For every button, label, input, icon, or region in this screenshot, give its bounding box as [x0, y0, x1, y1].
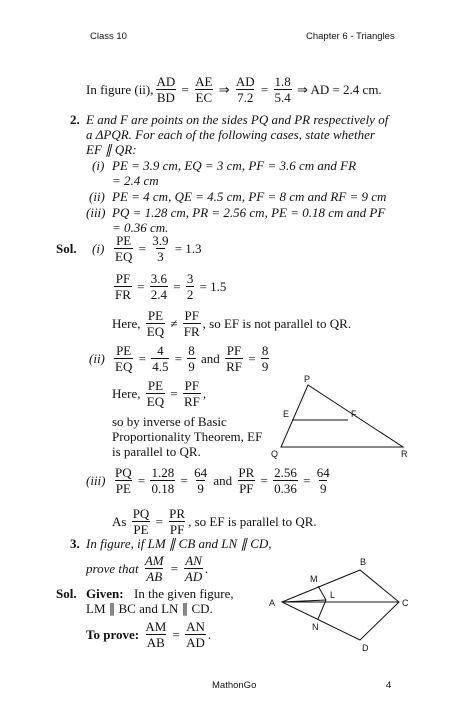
den: AB: [146, 568, 163, 584]
label-c: C: [402, 598, 409, 608]
den: 9: [188, 358, 195, 374]
case-label: (iii): [86, 205, 106, 220]
fraction: [187, 344, 196, 373]
num: 8: [188, 342, 195, 358]
num: 64: [316, 464, 330, 480]
question-number: 2.: [70, 112, 80, 127]
text: ,: [202, 385, 207, 401]
question-text: EF ∥ QR:: [86, 142, 137, 157]
fraction: [114, 234, 133, 263]
fraction: [274, 75, 292, 104]
den: BD: [156, 89, 175, 105]
fraction: [132, 507, 151, 536]
segment-lm: [318, 586, 326, 600]
num: PF: [226, 342, 242, 358]
fraction: [183, 379, 201, 408]
fraction: [146, 309, 165, 338]
fraction: [114, 466, 133, 495]
header-chapter: Chapter 6 - Triangles: [306, 31, 395, 42]
equation: prove that $\frac{AM}{AB}$ = $\frac{AN}{AD}$ .: [86, 552, 209, 584]
fraction: [184, 554, 203, 583]
fraction: [151, 234, 169, 263]
num: 3.9: [152, 232, 169, 248]
num: PQ: [132, 505, 150, 521]
fraction: [114, 344, 133, 373]
case-label: (ii): [89, 189, 105, 204]
den: EQ: [115, 248, 133, 264]
fraction: [146, 379, 165, 408]
num: PE: [116, 342, 132, 358]
equation: $\frac{PF}{FR}$ = $\frac{3.6}{2.4}$ = $\frac{3}{2}$ = 1.5: [115, 270, 227, 302]
den: EC: [195, 89, 213, 105]
label-p: P: [304, 374, 311, 384]
fraction: [144, 620, 167, 649]
label-d: D: [362, 643, 369, 652]
label-m: M: [310, 574, 318, 584]
question-text: E and F are points on the sides PQ and PR respectively of: [86, 112, 389, 127]
fraction: [237, 466, 255, 495]
den: PF: [239, 480, 254, 496]
num: PR: [238, 464, 255, 480]
den: 2: [186, 286, 194, 302]
fraction: [193, 466, 208, 495]
header-class: Class 10: [90, 31, 127, 42]
equation: As $\frac{PQ}{PE}$ = $\frac{PR}{PF}$ , so EF is parallel to QR.: [112, 505, 317, 537]
num: PF: [184, 377, 200, 393]
label-b: B: [360, 557, 367, 567]
text: = 1.5: [199, 278, 227, 294]
text: prove that: [86, 560, 139, 576]
num: PQ: [115, 464, 132, 480]
den: RF: [226, 358, 242, 374]
num: AN: [185, 552, 202, 568]
label-q: Q: [271, 449, 279, 459]
case-label: (ii): [89, 351, 105, 366]
den: AD: [184, 568, 203, 584]
page-number: 4: [386, 680, 392, 691]
num: 8: [261, 342, 269, 358]
den: 9: [261, 358, 269, 374]
num: AM: [145, 618, 167, 634]
den: 3: [157, 248, 164, 264]
fraction: [185, 620, 206, 649]
num: PE: [116, 232, 132, 248]
den: EQ: [115, 358, 133, 374]
label-a: A: [269, 598, 276, 608]
text: Here,: [112, 315, 141, 331]
fraction: [150, 272, 168, 301]
num: AM: [144, 552, 164, 568]
solution-label: Sol.: [56, 586, 77, 601]
den: AD: [186, 634, 205, 650]
case-label: (iii): [86, 473, 106, 488]
equation: [112, 307, 351, 339]
text: In figure (ii),: [86, 81, 154, 97]
text: and: [213, 472, 233, 488]
num: AE: [195, 73, 213, 89]
fraction: [316, 466, 331, 495]
den: 9: [197, 480, 204, 496]
den: 9: [319, 480, 327, 496]
triangle-pqr-figure: [268, 372, 416, 460]
num: 1.28: [151, 464, 175, 480]
text: and: [201, 350, 220, 366]
text: .: [207, 626, 212, 642]
given-label: Given:: [86, 586, 124, 601]
fraction: [273, 466, 298, 495]
num: 4: [157, 342, 164, 358]
num: PE: [147, 377, 164, 393]
label-l: L: [330, 590, 336, 600]
label-e: E: [283, 409, 290, 419]
fraction: [114, 272, 132, 301]
case-text: = 2.4 cm: [112, 173, 159, 188]
equation: $\frac{PE}{EQ}$ = $\frac{3.9}{3}$ = 1.3: [115, 232, 202, 264]
segment-ln: [318, 600, 326, 619]
den: 0.18: [151, 480, 175, 496]
question-text: In figure, if LM ∥ CB and LN ∥ CD,: [86, 536, 272, 551]
label-f: F: [351, 409, 357, 419]
text: Here,: [112, 385, 141, 401]
text: = 1.3: [174, 240, 202, 256]
den: PF: [169, 521, 185, 537]
figure-ii-line: In figure (ii), $\frac{AD}{BD}$ = $\frac{AE}{EC}$ ⇒ $\frac{AD}{7.2}$ = $\frac{1.8}{5.4}$ ⇒ AD = 2.4 cm.: [86, 73, 382, 105]
quadrilateral-abcd: [282, 570, 399, 640]
fraction: [183, 309, 201, 338]
fraction: [156, 75, 177, 104]
num: 3: [186, 270, 194, 286]
fraction: [168, 507, 186, 536]
to-prove-label: To prove:: [86, 626, 140, 642]
label-n: N: [312, 622, 319, 632]
case-text: PQ = 1.28 cm, PR = 2.56 cm, PE = 0.18 cm and PF: [112, 205, 386, 220]
triangle-pqr: [281, 385, 403, 447]
den: EQ: [146, 393, 165, 409]
text: , so EF is not parallel to QR.: [202, 315, 352, 331]
num: PF: [184, 307, 199, 323]
case-text: PE = 4 cm, QE = 4.5 cm, PF = 8 cm and RF = 9 cm: [112, 189, 387, 204]
den: PE: [133, 521, 149, 537]
quadrilateral-abcd-figure: [262, 556, 418, 652]
den: 0.36: [274, 480, 297, 496]
text: so by inverse of Basic: [112, 414, 227, 429]
equation: Here, $\frac{PE}{EQ}$ = $\frac{PF}{RF}$ ,: [112, 377, 207, 409]
text: LM ∥ BC and LN ∥ CD.: [86, 601, 213, 616]
text: As: [112, 513, 127, 529]
text: , so EF is parallel to QR.: [188, 513, 317, 529]
fraction: [144, 554, 165, 583]
question-number: 3.: [70, 536, 80, 551]
fraction: [261, 344, 270, 373]
den: FR: [183, 323, 200, 339]
den: PE: [115, 480, 131, 496]
fraction: [235, 75, 256, 104]
text: ≠: [170, 315, 178, 331]
den: 7.2: [237, 89, 254, 105]
fraction: [151, 344, 169, 373]
case-label: (i): [92, 241, 105, 256]
num: PF: [115, 270, 131, 286]
den: AB: [146, 634, 165, 650]
num: AD: [156, 73, 176, 89]
den: 4.5: [152, 358, 169, 374]
num: PR: [169, 505, 186, 521]
num: 2.56: [274, 464, 297, 480]
den: FR: [115, 286, 131, 302]
text: ⇒ AD = 2.4 cm.: [297, 81, 382, 97]
fraction: [150, 466, 175, 495]
den: 5.4: [274, 89, 291, 105]
num: 1.8: [274, 73, 291, 89]
num: 3.6: [150, 270, 167, 286]
text: In the given figure,: [134, 586, 234, 601]
fraction: [194, 75, 213, 104]
case-text: = 0.36 cm.: [112, 220, 169, 235]
solution-label: Sol.: [56, 241, 77, 256]
equation: To prove: $\frac{AM}{AB}$ = $\frac{AN}{AD}$ .: [86, 618, 212, 650]
fraction: [186, 272, 195, 301]
fraction: [225, 344, 243, 373]
case-label: (i): [92, 158, 105, 173]
label-r: R: [401, 449, 408, 459]
text: is parallel to QR.: [112, 444, 201, 459]
num: 64: [194, 464, 208, 480]
den: RF: [183, 393, 200, 409]
num: PE: [147, 307, 164, 323]
footer-brand: MathonGo: [212, 680, 257, 691]
den: EQ: [146, 323, 165, 339]
case-text: PE = 3.9 cm, EQ = 3 cm, PF = 3.6 cm and FR: [112, 158, 357, 173]
question-text: a ΔPQR. For each of the following cases, state whether: [86, 127, 375, 142]
equation: $\frac{PE}{EQ}$ = $\frac{4}{4.5}$ = $\frac{8}{9}$ and $\frac{PF}{RF}$ = $\frac{8}{9}$: [115, 342, 269, 374]
num: AD: [235, 73, 255, 89]
equation: $\frac{PQ}{PE}$ = $\frac{1.28}{0.18}$ = $\frac{64}{9}$ and $\frac{PR}{PF}$ = $\frac{2.56}{0.36}$ = $\frac{64}{9}$: [115, 464, 330, 496]
text: Proportionality Theorem, EF: [112, 429, 263, 444]
text: .: [205, 560, 209, 576]
den: 2.4: [150, 286, 167, 302]
num: AN: [186, 618, 205, 634]
